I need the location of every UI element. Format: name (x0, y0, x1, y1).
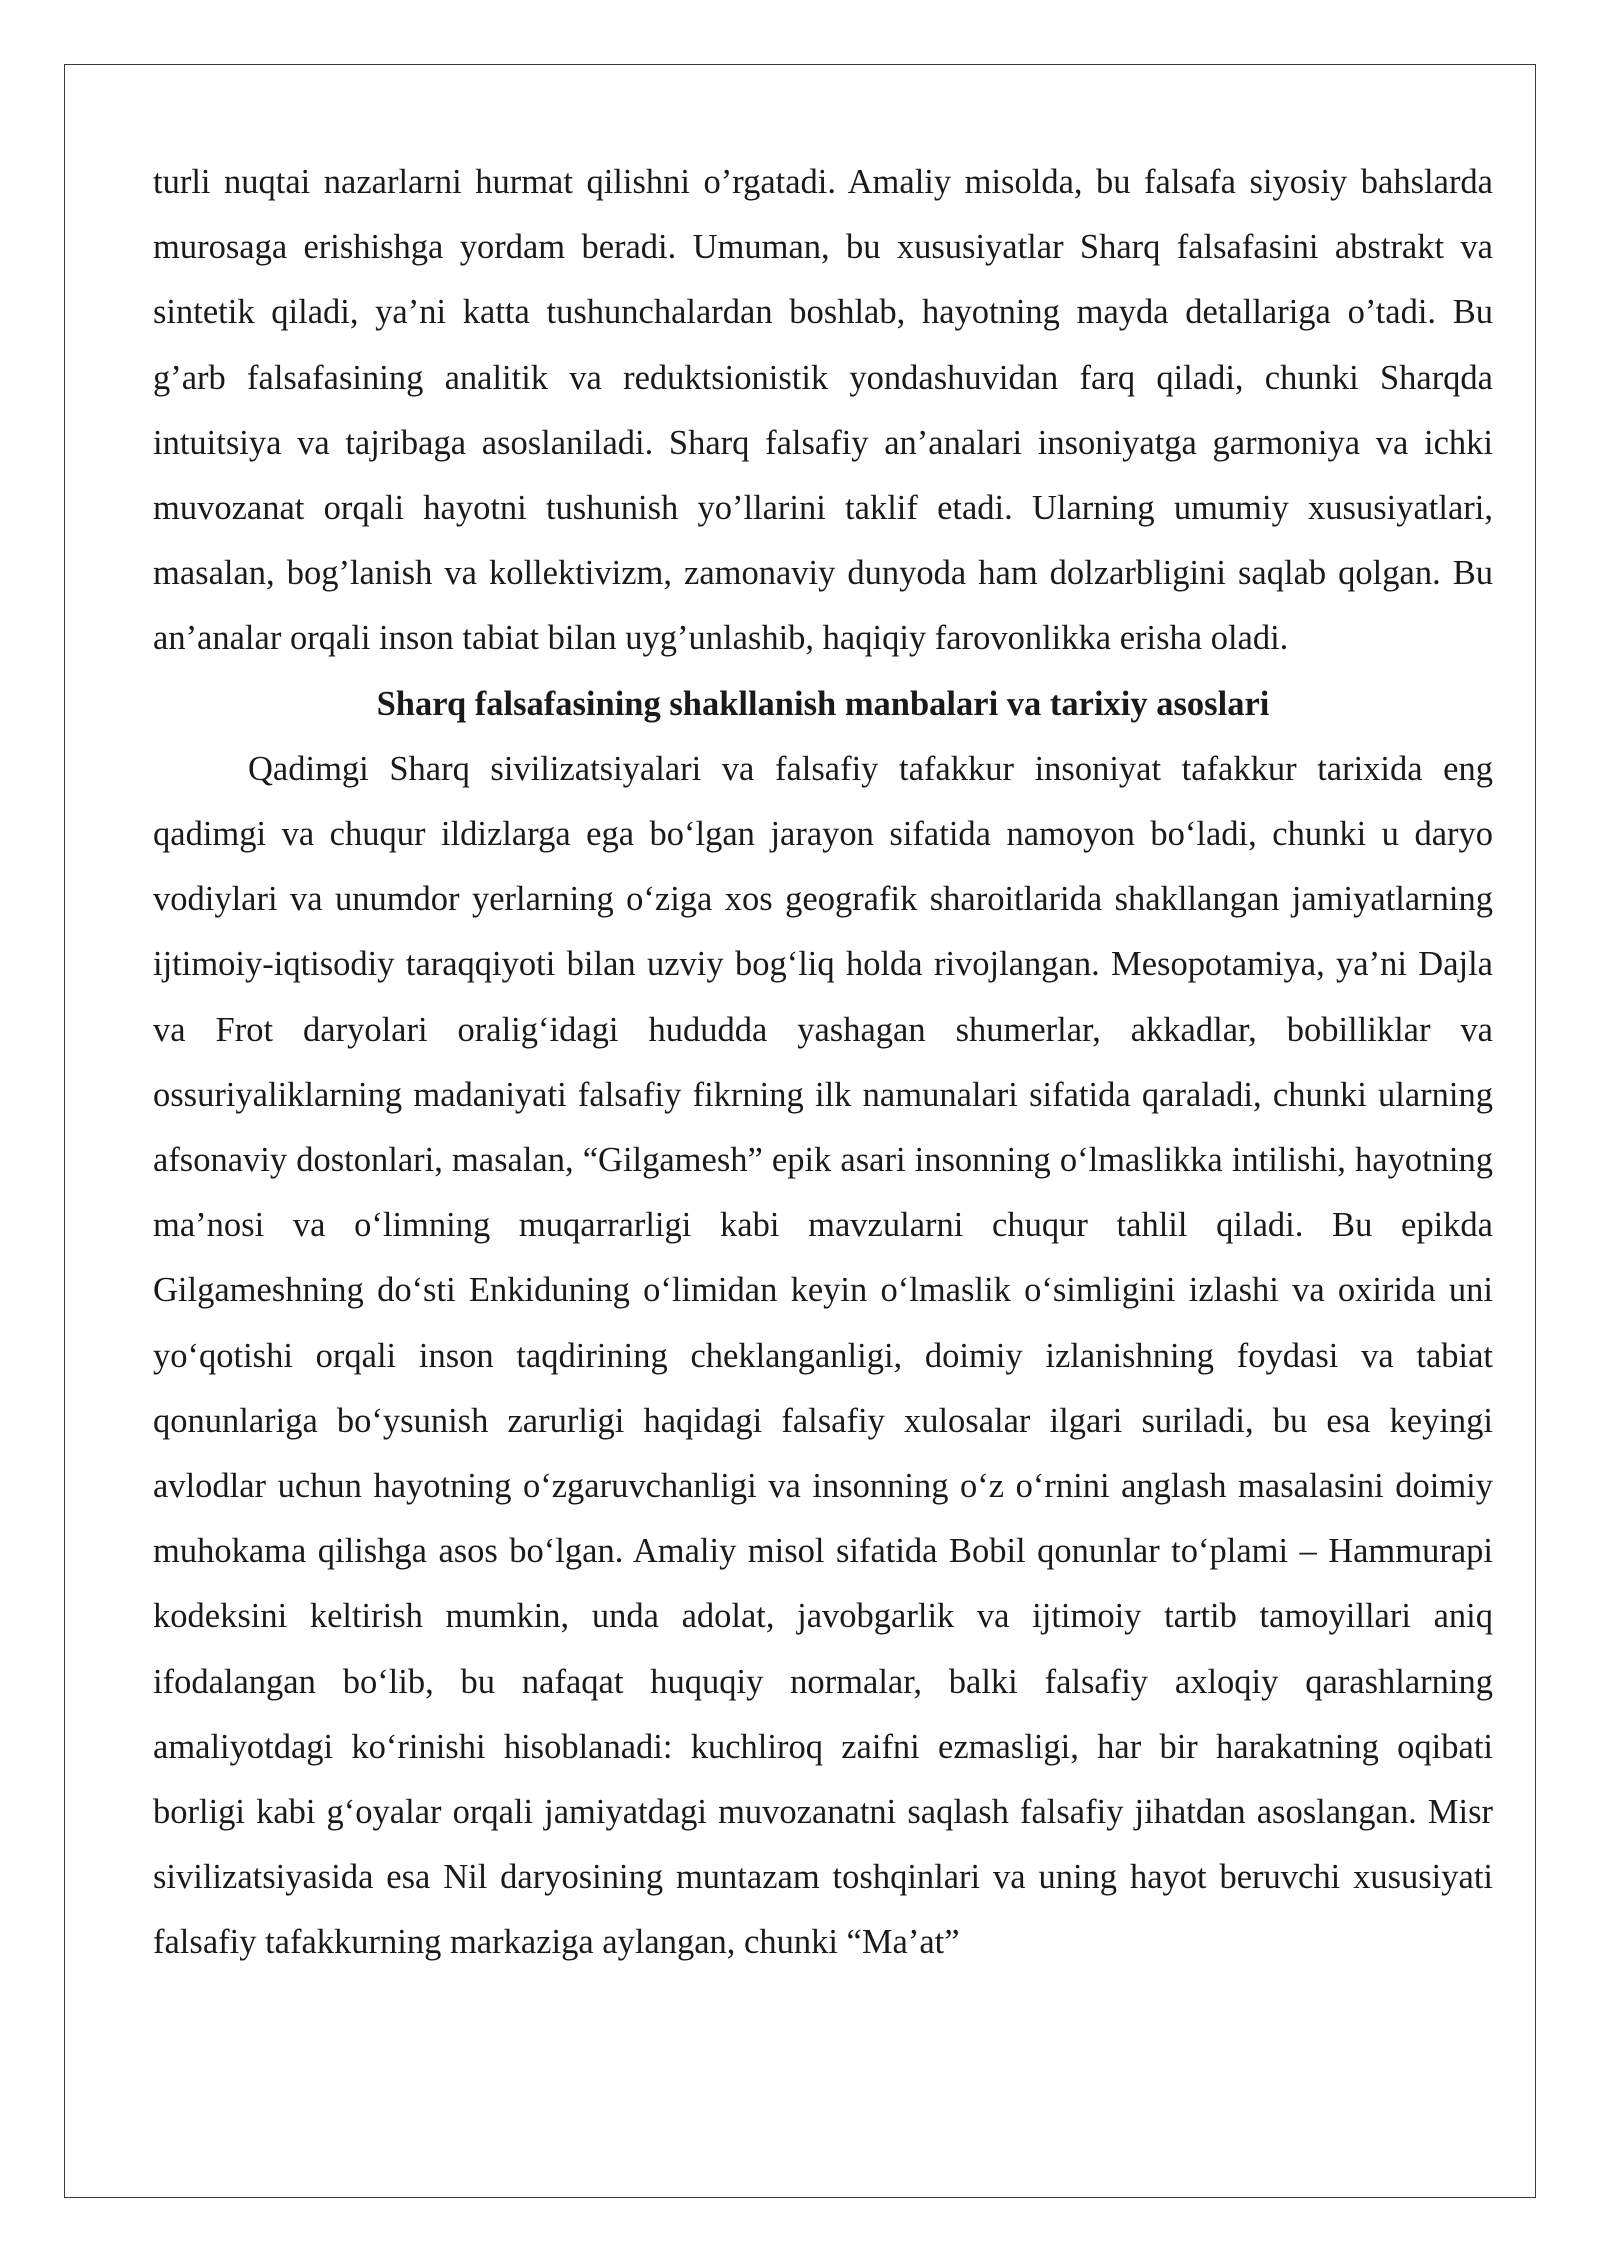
document-body (153, 150, 1493, 1976)
section-heading: Sharq falsafasining shakllanish manbalari va tarixiy asoslari (376, 684, 1270, 723)
paragraph: turli nuqtai nazarlarni hurmat qilishni o’rgatadi. Amaliy misolda, bu falsafa siyosiy bahslarda murosaga erishishga yordam beradi. Umuman, bu xususiyatlar Sharq falsafasini abstrakt va sintetik qiladi, ya’ni katta tushunchalardan boshlab, hayotning mayda detallariga o’tadi. Bu g’arb falsafasining analitik va reduktsionistik yondashuvidan farq qiladi, chunki Sharqda intuitsiya va tajribaga asoslaniladi. Sharq falsafiy an’analari insoniyatga garmoniya va ichki muvozanat orqali hayotni tushunish yo’llarini taklif etadi. Ularning umumiy xususiyatlari, masalan, bog’lanish va kollektivizm, zamonaviy dunyoda ham dolzarbligini saqlab qolgan. Bu an’analar orqali inson tabiat bilan uyg’unlashib, haqiqiy farovonlikka erisha oladi. (153, 163, 1493, 658)
paragraph: Qadimgi Sharq sivilizatsiyalari va falsafiy tafakkur insoniyat tafakkur tarixida eng qadimgi va chuqur ildizlarga ega bo‘lgan jarayon sifatida namoyon bo‘ladi, chunki u daryo vodiylari va unumdor yerlarning o‘ziga xos geografik sharoitlarida shakllangan jamiyatlarning ijtimoiy-iqtisodiy taraqqiyoti bilan uzviy bog‘liq holda rivojlangan. Mesopotamiya, ya’ni Dajla va Frot daryolari oralig‘idagi hududda yashagan shumerlar, akkadlar, bobilliklar va ossuriyaliklarning madaniyati falsafiy fikrning ilk namunalari sifatida qaraladi, chunki ularning afsonaviy dostonlari, masalan, “Gilgamesh” epik asari insonning o‘lmaslikka intilishi, hayotning ma’nosi va o‘limning muqarrarligi kabi mavzularni chuqur tahlil qiladi. Bu epikda Gilgameshning do‘sti Enkiduning o‘limidan keyin o‘lmaslik o‘simligini izlashi va oxirida uni yo‘qotishi orqali inson taqdirining cheklanganligi, doimiy izlanishning foydasi va tabiat qonunlariga bo‘ysunish zarurligi haqidagi falsafiy xulosalar ilgari suriladi, bu esa keyingi avlodlar uchun hayotning o‘zgaruvchanligi va insonning o‘z o‘rnini anglash masalasini doimiy muhokama qilishga asos bo‘lgan. Amaliy misol sifatida Bobil qonunlar to‘plami – Hammurapi kodeksini keltirish mumkin, unda adolat, javobgarlik va ijtimoiy tartib tamoyillari aniq ifodalangan bo‘lib, bu nafaqat huquqiy normalar, balki falsafiy axloqiy qarashlarning amaliyotdagi ko‘rinishi hisoblanadi: kuchliroq zaifni ezmasligi, har bir harakatning oqibati borligi kabi g‘oyalar orqali jamiyatdagi muvozanatni saqlash falsafiy jihatdan asoslangan. Misr sivilizatsiyasida esa Nil daryosining muntazam toshqinlari va uning hayot beruvchi xususiyati falsafiy tafakkurning markaziga aylangan, chunki “Ma’at” (153, 749, 1493, 1962)
